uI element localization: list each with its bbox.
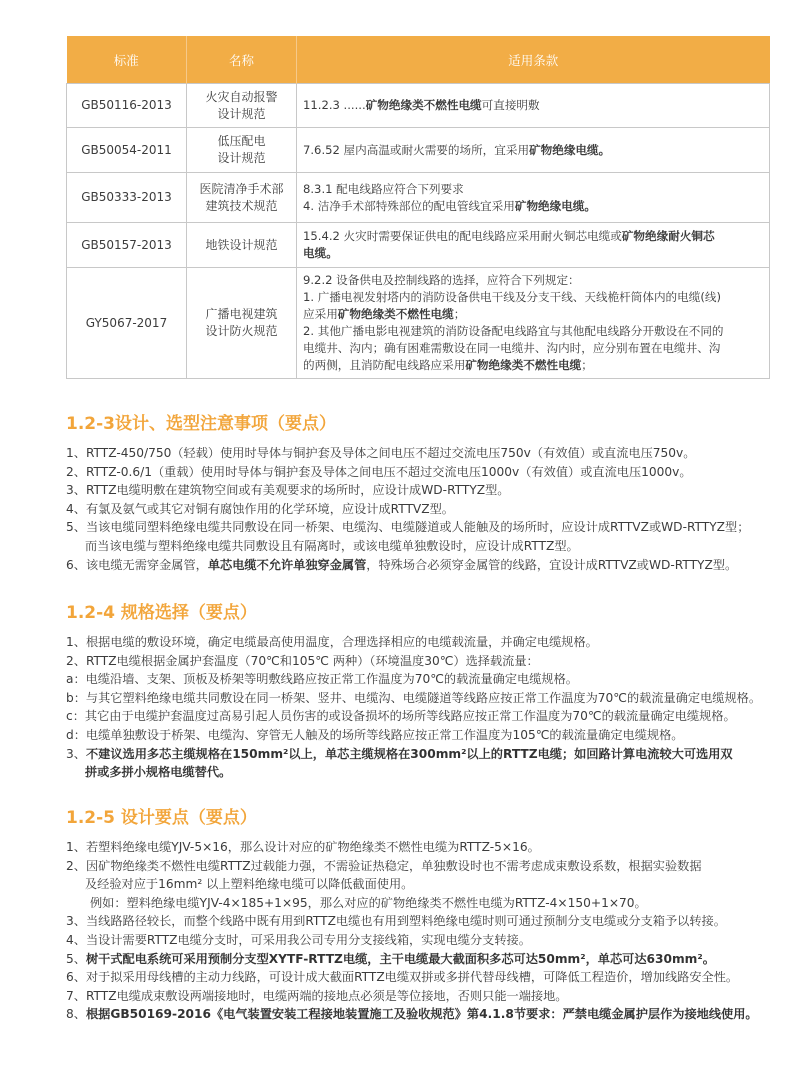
table-row <box>67 84 770 128</box>
standard-name-line: 设计防火规范 <box>205 324 278 338</box>
standard-name <box>187 173 297 223</box>
standard-name-line: 火灾自动报警 <box>205 89 278 104</box>
list-item: 2、RTTZ电缆根据金属护套温度（70℃和105℃ 两种）（环境温度30℃）选择载流量： <box>66 653 539 668</box>
section-title: 1.2-5 设计要点（要点） <box>66 808 257 828</box>
list-item: c：其它由于电缆护套温度过高易引起人员伤害的或设备损坏的场所等线路应按正常工作温度为70℃的载流量确定电缆规格。 <box>66 709 736 724</box>
standard-name <box>187 84 297 128</box>
clause-line: 2. 其他广播电影电视建筑的消防设备配电线路宜与其他配电线路分开敷设在不同的 <box>303 324 724 338</box>
standards-table <box>66 36 770 379</box>
clause-emphasis: 矿物绝缘耐火铜芯 <box>621 229 715 243</box>
emphasis-text: 拼或多拼小规格电缆替代。 <box>85 765 232 780</box>
list-item: 3、当线路路径较长，而整个线路中既有用到RTTZ电缆也有用到塑料绝缘电缆时则可通过预制分支电缆或分支箱予以转接。 <box>66 914 726 929</box>
list-item: 8、根据GB50169-2016《电气装置安装工程接地装置施工及验收规范》第4.1.8节要求：严禁电缆金属护层作为接地线使用。 <box>66 1007 758 1022</box>
list-item: 5、树干式配电系统可采用预制分支型XYTF-RTTZ电缆，主干电缆最大截面积多芯可达50mm²，单芯可达630mm²。 <box>66 951 715 966</box>
standard-name <box>187 223 297 268</box>
clause-emphasis: 电缆。 <box>303 246 338 260</box>
standard-code: GB50054-2011 <box>67 128 187 173</box>
section-title: 1.2-4 规格选择（要点） <box>66 603 257 623</box>
standard-name-line: 建筑技术规范 <box>205 198 278 213</box>
list-item: 6、该电缆无需穿金属管，单芯电缆不允许单独穿金属管，特殊场合必须穿金属管的线路，宜设计成RTTVZ或WD-RTTYZ型。 <box>66 557 738 572</box>
list-item: 3、RTTZ电缆明敷在建筑物空间或有美观要求的场所时，应设计成WD-RTTYZ型。 <box>66 483 510 498</box>
standard-name-line: 低压配电 <box>217 134 266 148</box>
list-item: 1、若塑料绝缘电缆YJV-5×16，那么设计对应的矿物绝缘类不燃性电缆为RTTZ-5×16。 <box>66 840 540 854</box>
standard-code: GB50157-2013 <box>67 223 187 268</box>
clause-cell <box>297 223 770 268</box>
section-items <box>66 633 786 782</box>
list-item: 例如：塑料绝缘电缆YJV-4×185+1×95，那么对应的矿物绝缘类不燃性电缆为RTTZ-4×150+1×70。 <box>90 895 647 910</box>
list-item: 4、当设计需要RTTZ电缆分支时，可采用我公司专用分支接线箱，实现电缆分支转接。 <box>66 932 531 947</box>
emphasis-text: 根据GB50169-2016《电气装置安装工程接地装置施工及验收规范》第4.1.8节要求：严禁电缆金属护层作为接地线使用。 <box>85 1007 758 1022</box>
standard-name-line: 医院清净手术部 <box>199 181 284 196</box>
header-standard: 标准 <box>67 36 187 84</box>
clause-cell <box>297 268 770 379</box>
list-item: a：电缆沿墙、支架、顶板及桥架等明敷线路应按正常工作温度为70℃的载流量确定电缆规格。 <box>66 672 578 687</box>
clause-line: 4. 洁净手术部特殊部位的配电管线宜采用矿物绝缘电缆。 <box>303 198 597 213</box>
section-items <box>66 838 786 1024</box>
standard-name <box>187 268 297 379</box>
list-item: d：电缆单独敷设于桥架、电缆沟、穿管无人触及的场所等线路应按正常工作温度为105℃的载流量确定电缆规格。 <box>66 727 684 742</box>
table-row <box>67 268 770 379</box>
clause-line: 的两侧，且消防配电线路应采用矿物绝缘类不燃性电缆； <box>303 358 593 372</box>
standards-table-container <box>66 36 769 379</box>
table-header-row <box>67 36 770 84</box>
clause-cell <box>297 128 770 173</box>
emphasis-text: 树干式配电系统可采用预制分支型XYTF-RTTZ电缆，主干电缆最大截面积多芯可达50mm²，单芯可达630mm²。 <box>85 951 715 966</box>
clause-emphasis: 矿物绝缘类不燃性电缆 <box>365 98 482 112</box>
list-item: 而当该电缆与塑料绝缘电缆共同敷设且有隔离时，或该电缆单独敷设时，应设计成RTTZ型。 <box>85 538 579 553</box>
section-design-notes <box>66 412 786 574</box>
clause-cell <box>297 173 770 223</box>
clause-line <box>303 245 763 262</box>
standard-code: GB50333-2013 <box>67 173 187 223</box>
clause-line: 电缆井、沟内；确有困难需敷设在同一电缆井、沟内时，应分别布置在电缆井、沟 <box>303 341 721 355</box>
list-item: 2、因矿物绝缘类不燃性电缆RTTZ过载能力强，不需验证热稳定，单独敷设时也不需考虑成束敷设系数，根据实验数据 <box>66 858 702 873</box>
list-item: 5、当该电缆同塑料绝缘电缆共同敷设在同一桥架、电缆沟、电缆隧道或人能触及的场所时，应设计成RTTVZ或WD-RTTYZ型； <box>66 520 750 535</box>
standard-code: GY5067-2017 <box>67 268 187 379</box>
clause-line: 1. 广播电视发射塔内的消防设备供电干线及分支干线、天线桅杆筒体内的电缆(线) <box>303 290 721 304</box>
standard-name-line: 设计规范 <box>217 106 266 121</box>
list-item: 1、根据电缆的敷设环境，确定电缆最高使用温度，合理选择相应的电缆载流量，并确定电缆规格。 <box>66 635 598 649</box>
table-row <box>67 173 770 223</box>
list-item: 7、RTTZ电缆成束敷设两端接地时，电缆两端的接地点必须是等位接地，否则只能一端接地。 <box>66 988 568 1003</box>
clause-line: 7.6.52 屋内高温或耐火需要的场所，宜采用矿物绝缘电缆。 <box>303 142 611 157</box>
clause-emphasis: 矿物绝缘电缆。 <box>514 198 597 213</box>
clause-emphasis: 矿物绝缘电缆。 <box>529 142 611 157</box>
standard-name <box>187 128 297 173</box>
clause-line: 9.2.2 设备供电及控制线路的选择，应符合下列规定： <box>303 273 580 287</box>
clause-line: 应采用矿物绝缘类不燃性电缆； <box>303 307 466 321</box>
list-item: 3、不建议选用多芯主缆规格在150mm²以上，单芯主缆规格在300mm²以上的RTTZ电缆；如回路计算电流较大可选用双 <box>66 746 733 761</box>
clause-emphasis: 矿物绝缘类不燃性电缆 <box>337 307 454 321</box>
section-items <box>66 444 786 574</box>
clause-cell <box>297 84 770 128</box>
list-item: 1、RTTZ-450/750（轻载）使用时导体与铜护套及导体之间电压不超过交流电压750v（有效值）或直流电压750v。 <box>66 446 696 460</box>
header-clause: 适用条款 <box>297 36 770 84</box>
list-item: 2、RTTZ-0.6/1（重载）使用时导体与铜护套及导体之间电压不超过交流电压1000v（有效值）或直流电压1000v。 <box>66 464 692 479</box>
standard-name-line: 设计规范 <box>217 151 266 165</box>
list-item <box>66 763 786 782</box>
table-row <box>67 128 770 173</box>
list-item: 及经验对应于16mm² 以上塑料绝缘电缆可以降低截面使用。 <box>85 877 414 892</box>
standard-name-line: 地铁设计规范 <box>205 237 278 252</box>
list-item: b：与其它塑料绝缘电缆共同敷设在同一桥架、竖井、电缆沟、电缆隧道等线路应按正常工作温度为70℃的载流量确定电缆规格。 <box>66 690 762 705</box>
table-row <box>67 223 770 268</box>
clause-line: 11.2.3 ......矿物绝缘类不燃性电缆可直接明敷 <box>303 98 540 112</box>
standard-code: GB50116-2013 <box>67 84 187 128</box>
clause-line: 15.4.2 火灾时需要保证供电的配电线路应采用耐火铜芯电缆或矿物绝缘耐火铜芯 <box>303 229 715 243</box>
section-title: 1.2-3设计、选型注意事项（要点） <box>66 414 336 434</box>
emphasis-text: 不建议选用多芯主缆规格在150mm²以上，单芯主缆规格在300mm²以上的RTTZ电缆；如回路计算电流较大可选用双 <box>85 746 733 761</box>
list-item: 4、有氯及氨气或其它对铜有腐蚀作用的化学环境，应设计成RTTVZ型。 <box>66 501 454 516</box>
list-item: 6、对于拟采用母线槽的主动力线路，可设计成大截面RTTZ电缆双拼或多拼代替母线槽，可降低工程造价，增加线路安全性。 <box>66 970 739 985</box>
clause-line: 8.3.1 配电线路应符合下列要求 <box>303 181 464 196</box>
section-design-points <box>66 806 786 1024</box>
header-name: 名称 <box>187 36 297 84</box>
standard-name-line: 广播电视建筑 <box>205 307 278 321</box>
emphasis-text: 单芯电缆不允许单独穿金属管 <box>207 557 367 572</box>
clause-emphasis: 矿物绝缘类不燃性电缆 <box>465 358 582 372</box>
section-spec-selection <box>66 601 786 782</box>
